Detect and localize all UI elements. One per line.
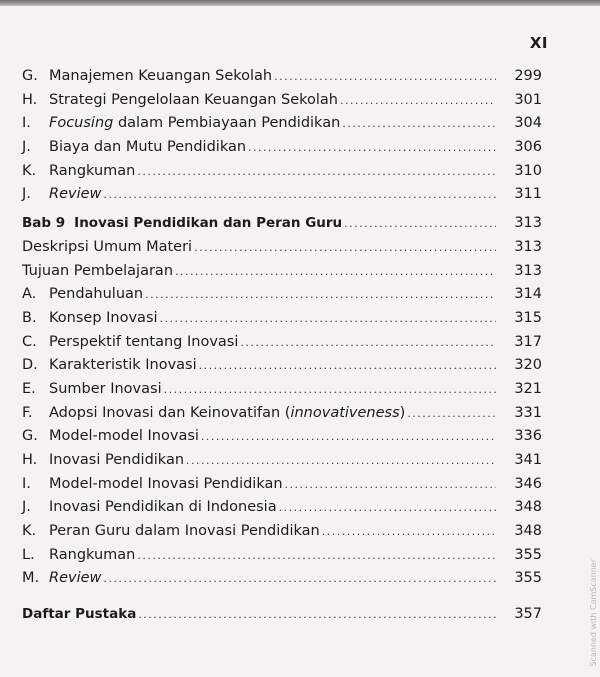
toc-row[interactable] (22, 263, 542, 287)
toc-page: 348 (514, 499, 542, 516)
toc-letter: G. (22, 428, 38, 445)
toc-page: 306 (514, 139, 542, 156)
chapter-title: Inovasi Pendidikan dan Peran Guru (74, 215, 343, 232)
leader-dots (201, 430, 496, 443)
toc-page: 317 (514, 333, 542, 350)
toc-row[interactable] (22, 334, 542, 358)
toc-title: Tujuan Pembelajaran (22, 262, 174, 279)
toc-row[interactable] (22, 381, 542, 405)
toc-page: 336 (514, 428, 542, 445)
toc-page: 341 (514, 452, 542, 468)
toc-page: 346 (514, 475, 542, 492)
leader-dots (160, 312, 496, 325)
toc-row[interactable] (22, 92, 542, 116)
leader-dots (175, 265, 496, 278)
toc-title: Rangkuman (49, 162, 136, 179)
toc-title: Manajemen Keuangan Sekolah (49, 68, 273, 84)
toc-row[interactable] (22, 405, 542, 429)
leader-dots (285, 478, 496, 491)
leader-dots (274, 70, 496, 83)
toc-page: 355 (514, 546, 542, 563)
chapter-label: Bab 9 (22, 215, 66, 232)
scanner-watermark: Scanned with CamScanner (589, 559, 598, 667)
toc-page: 331 (514, 404, 542, 421)
toc-title: Perspektif tentang Inovasi (49, 333, 239, 350)
toc-page: 314 (514, 286, 542, 303)
leader-dots (322, 525, 496, 538)
toc-page: 321 (514, 380, 542, 397)
toc-letter: K. (22, 162, 37, 179)
toc-title-rest: dalam Pembiayaan Pendidikan (113, 115, 341, 132)
toc-title: Karakteristik Inovasi (49, 357, 197, 374)
toc-row[interactable] (22, 452, 542, 476)
toc-title: Model-model Inovasi Pendidikan (49, 475, 283, 492)
toc-title: Konsep Inovasi (49, 309, 158, 326)
toc-letter: J. (22, 499, 31, 516)
toc-title-italic: Focusing (49, 115, 114, 132)
toc-letter: D. (22, 357, 38, 374)
leader-dots (138, 608, 496, 621)
leader-dots (279, 501, 496, 514)
toc-title: Peran Guru dalam Inovasi Pendidikan (49, 523, 320, 540)
toc-title: Inovasi Pendidikan di Indonesia (49, 499, 277, 516)
toc-row[interactable] (22, 499, 542, 523)
toc-row[interactable] (22, 523, 542, 547)
toc-row[interactable] (22, 310, 542, 334)
toc-letter: I. (22, 475, 31, 492)
toc-letter: J. (22, 139, 31, 156)
toc-title (49, 405, 405, 421)
toc-page: 357 (514, 606, 542, 623)
toc-title: Pendahuluan (49, 286, 144, 303)
toc-letter: M. (22, 570, 40, 587)
leader-dots (186, 454, 496, 467)
leader-dots (103, 572, 496, 585)
toc-title (49, 186, 101, 202)
toc-row[interactable] (22, 163, 542, 187)
toc-row[interactable] (22, 428, 542, 452)
toc-row[interactable] (22, 570, 542, 594)
toc-page: 311 (514, 186, 542, 203)
leader-dots (103, 188, 496, 201)
toc-bibliography-row[interactable] (22, 606, 542, 630)
toc-letter: J. (22, 186, 31, 203)
toc-row[interactable] (22, 357, 542, 381)
toc-letter: E. (22, 380, 36, 397)
leader-dots (340, 94, 496, 107)
toc-page: 304 (514, 115, 542, 132)
leader-dots (199, 359, 496, 372)
toc-letter: G. (22, 68, 38, 84)
toc-letter: K. (22, 523, 37, 540)
toc-row[interactable] (22, 139, 542, 163)
toc-letter: H. (22, 91, 38, 108)
toc-page: 313 (514, 215, 542, 232)
toc-row[interactable] (22, 286, 542, 310)
toc-letter: I. (22, 115, 31, 132)
toc-title: Sumber Inovasi (49, 380, 162, 397)
toc-letter: L. (22, 546, 35, 563)
toc-page: 348 (514, 523, 542, 540)
leader-dots (145, 288, 496, 301)
toc-page: 313 (514, 262, 542, 279)
toc-letter: F. (22, 404, 33, 421)
toc-title: Model-model Inovasi (49, 428, 199, 445)
toc-title: Rangkuman (49, 546, 136, 563)
leader-dots (248, 141, 496, 154)
toc-title: Deskripsi Umum Materi (22, 238, 193, 255)
toc-page: 299 (514, 68, 542, 84)
toc-title-italic: Review (49, 186, 102, 203)
toc-title-italic: innovativeness (290, 404, 400, 421)
table-of-contents (22, 68, 542, 630)
toc-title-italic: Review (49, 570, 102, 587)
toc-page: 320 (514, 357, 542, 374)
toc-title-end: ) (399, 404, 406, 421)
toc-row[interactable] (22, 115, 542, 139)
toc-row[interactable] (22, 547, 542, 571)
toc-page: 355 (514, 570, 542, 587)
toc-page: 315 (514, 309, 542, 326)
toc-letter: C. (22, 333, 37, 350)
leader-dots (407, 407, 496, 420)
toc-title (49, 570, 101, 586)
page-top-edge (0, 0, 600, 6)
toc-letter: B. (22, 309, 37, 326)
toc-row[interactable] (22, 476, 542, 500)
page-number: XI (529, 34, 548, 52)
toc-row[interactable] (22, 186, 542, 210)
toc-row[interactable] (22, 239, 542, 263)
toc-chapter-row[interactable] (22, 215, 542, 239)
leader-dots (194, 241, 496, 254)
leader-dots (240, 336, 496, 349)
leader-dots (137, 165, 496, 178)
bibliography-title: Daftar Pustaka (22, 606, 137, 623)
leader-dots (164, 383, 496, 396)
leader-dots (344, 217, 496, 230)
toc-title: Inovasi Pendidikan (49, 452, 185, 468)
toc-page: 310 (514, 162, 542, 179)
leader-dots (342, 117, 496, 130)
toc-letter: H. (22, 452, 38, 468)
toc-page: 301 (514, 91, 542, 108)
toc-page: 313 (514, 238, 542, 255)
toc-title: Strategi Pengelolaan Keuangan Sekolah (49, 91, 338, 108)
toc-title (49, 115, 340, 131)
toc-title: Biaya dan Mutu Pendidikan (49, 139, 247, 156)
toc-title-rest: Adopsi Inovasi dan Keinovatifan ( (49, 404, 291, 421)
toc-row[interactable] (22, 68, 542, 92)
section-gap (22, 594, 542, 606)
toc-letter: A. (22, 286, 37, 303)
leader-dots (137, 549, 496, 562)
